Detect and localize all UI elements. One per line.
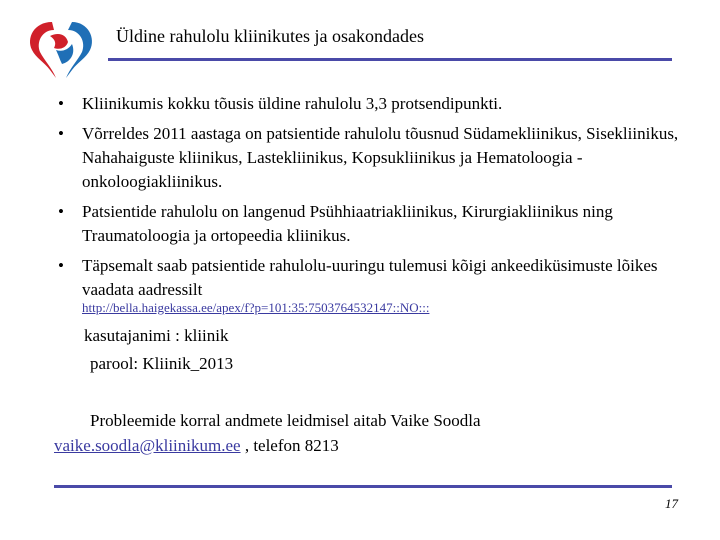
bullet-list: [54, 92, 684, 308]
username-line: kasutajanimi : kliinik: [84, 326, 229, 345]
contact-email-link[interactable]: vaike.soodla@kliinikum.ee: [54, 436, 241, 455]
title-divider: [108, 58, 672, 61]
link-suffix: :::: [418, 300, 430, 315]
footer-divider: [54, 485, 672, 488]
slide-title: Üldine rahulolu kliinikutes ja osakondades: [116, 26, 424, 46]
password-line: parool: Kliinik_2013: [90, 354, 234, 373]
contact-line: Probleemide korral andmete leidmisel aitab Vaike Soodla: [90, 411, 481, 430]
contact-details: [54, 436, 339, 456]
survey-results-link[interactable]: [82, 300, 429, 316]
bullet-item: • Võrreldes 2011 aastaga on patsientide rahulolu tõusnud Südamekliinikus, Sisekliinikus, Nahahaiguste kliinikus, Lastekliinikus, Kopsukliinikus ja Hematoloogia - onkoloogiakliinikus.: [54, 122, 684, 194]
survey-results-url[interactable]: http://bella.haigekassa.ee/apex/f?p=101:35:7503764532147::NO: [82, 300, 419, 315]
bullet-item: • Kliinikumis kokku tõusis üldine rahulolu 3,3 protsendipunkti.: [54, 92, 684, 116]
bullet-item: • Täpsemalt saab patsientide rahulolu-uuringu tulemusi kõigi ankeediküsimuste lõikes vaadata aadressilt: [54, 254, 684, 302]
bullet-item: • Patsientide rahulolu on langenud Psühhiaatriakliinikus, Kirurgiakliinikus ning Traumatoloogia ja ortopeedia kliinikus.: [54, 200, 684, 248]
phone-text: , telefon 8213: [244, 436, 339, 455]
kliinikum-logo: [22, 14, 100, 86]
page-number: 17: [665, 496, 678, 511]
